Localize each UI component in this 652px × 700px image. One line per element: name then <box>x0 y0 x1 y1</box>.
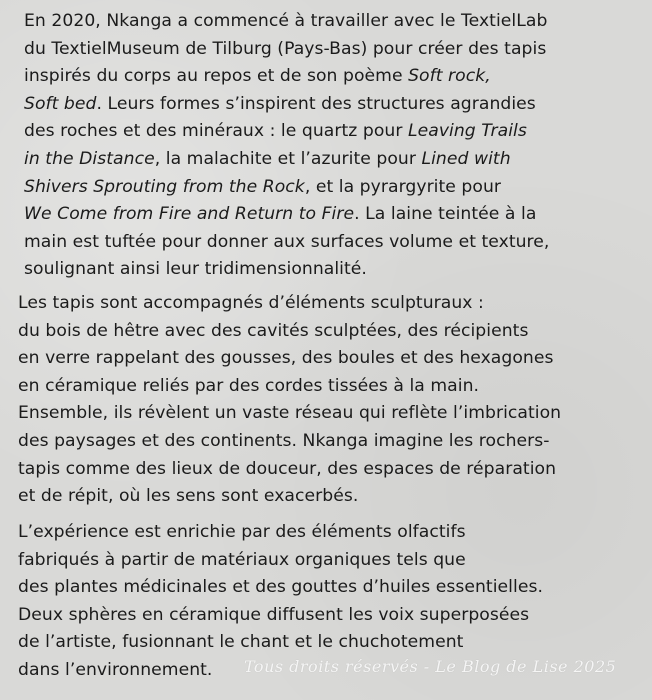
text-line <box>18 373 646 401</box>
italic-title-segment: Shivers Sprouting from the Rock <box>24 176 305 197</box>
italic-title-segment: in the Distance <box>24 148 155 169</box>
text-line <box>24 256 652 284</box>
text-segment: en verre rappelant des gousses, des boules et des hexagones <box>18 348 554 369</box>
text-line <box>24 146 652 174</box>
italic-title-segment: Lined with <box>421 148 511 169</box>
text-segment: soulignant ainsi leur tridimensionnalité. <box>24 259 367 280</box>
text-line <box>18 345 646 373</box>
text-line <box>24 8 652 36</box>
text-line <box>24 63 652 91</box>
text-segment: Ensemble, ils révèlent un vaste réseau qui reflète l’imbrication <box>18 403 562 424</box>
paragraph-2 <box>18 290 646 511</box>
text-segment: en céramique reliés par des cordes tissées à la main. <box>18 375 480 396</box>
text-line <box>18 483 646 511</box>
text-line <box>18 456 646 484</box>
text-segment: , et la pyrargyrite pour <box>304 176 502 197</box>
text-line <box>24 91 652 119</box>
text-segment: En 2020, Nkanga a commencé à travailler avec le TextielLab <box>24 11 548 31</box>
text-segment: des plantes médicinales et des gouttes d’huiles essentielles. <box>18 577 543 598</box>
text-line <box>18 290 646 318</box>
text-line <box>24 174 652 202</box>
italic-title-segment: Soft bed <box>24 93 97 114</box>
text-segment: . La laine teintée à la <box>354 204 537 225</box>
text-segment: Les tapis sont accompagnés d’éléments sculpturaux : <box>18 293 484 313</box>
text-line <box>18 428 646 456</box>
text-segment: inspirés du corps au repos et de son poème <box>24 66 409 87</box>
text-segment: main est tuftée pour donner aux surfaces volume et texture, <box>24 231 550 252</box>
text-line <box>18 318 646 346</box>
italic-title-segment: We Come from Fire and Return to Fire <box>24 204 355 225</box>
text-segment: Deux sphères en céramique diffusent les voix superposées <box>18 604 530 625</box>
text-segment: L’expérience est enrichie par des éléments olfactifs <box>18 522 466 542</box>
text-segment: des roches et des minéraux : le quartz pour <box>24 121 408 142</box>
text-line <box>18 400 646 428</box>
paragraph-1 <box>24 8 652 284</box>
text-line <box>18 629 646 657</box>
text-line <box>24 36 652 64</box>
text-line <box>18 547 646 575</box>
text-segment: tapis comme des lieux de douceur, des espaces de réparation <box>18 458 557 479</box>
text-segment: . Leurs formes s’inspirent des structures agrandies <box>96 93 536 114</box>
text-segment: , la malachite et l’azurite pour <box>154 148 422 169</box>
text-segment: de l’artiste, fusionnant le chant et le chuchotement <box>18 632 464 653</box>
text-line <box>24 118 652 146</box>
text-line <box>24 229 652 257</box>
text-segment: dans l’environnement. <box>18 659 213 680</box>
text-line <box>18 574 646 602</box>
italic-title-segment: Soft rock, <box>408 66 491 87</box>
text-segment: des paysages et des continents. Nkanga imagine les rochers- <box>18 430 550 451</box>
italic-title-segment: Leaving Trails <box>407 121 527 142</box>
text-line <box>18 519 646 547</box>
text-line <box>18 602 646 630</box>
text-segment: et de répit, où les sens sont exacerbés. <box>18 486 359 507</box>
text-segment: du TextielMuseum de Tilburg (Pays-Bas) pour créer des tapis <box>24 38 547 59</box>
text-segment: fabriqués à partir de matériaux organiques tels que <box>18 549 466 570</box>
copyright-watermark: Tous droits réservés - Le Blog de Lise 2025 <box>244 657 617 676</box>
text-line <box>24 201 652 229</box>
text-segment: du bois de hêtre avec des cavités sculptées, des récipients <box>18 320 529 341</box>
